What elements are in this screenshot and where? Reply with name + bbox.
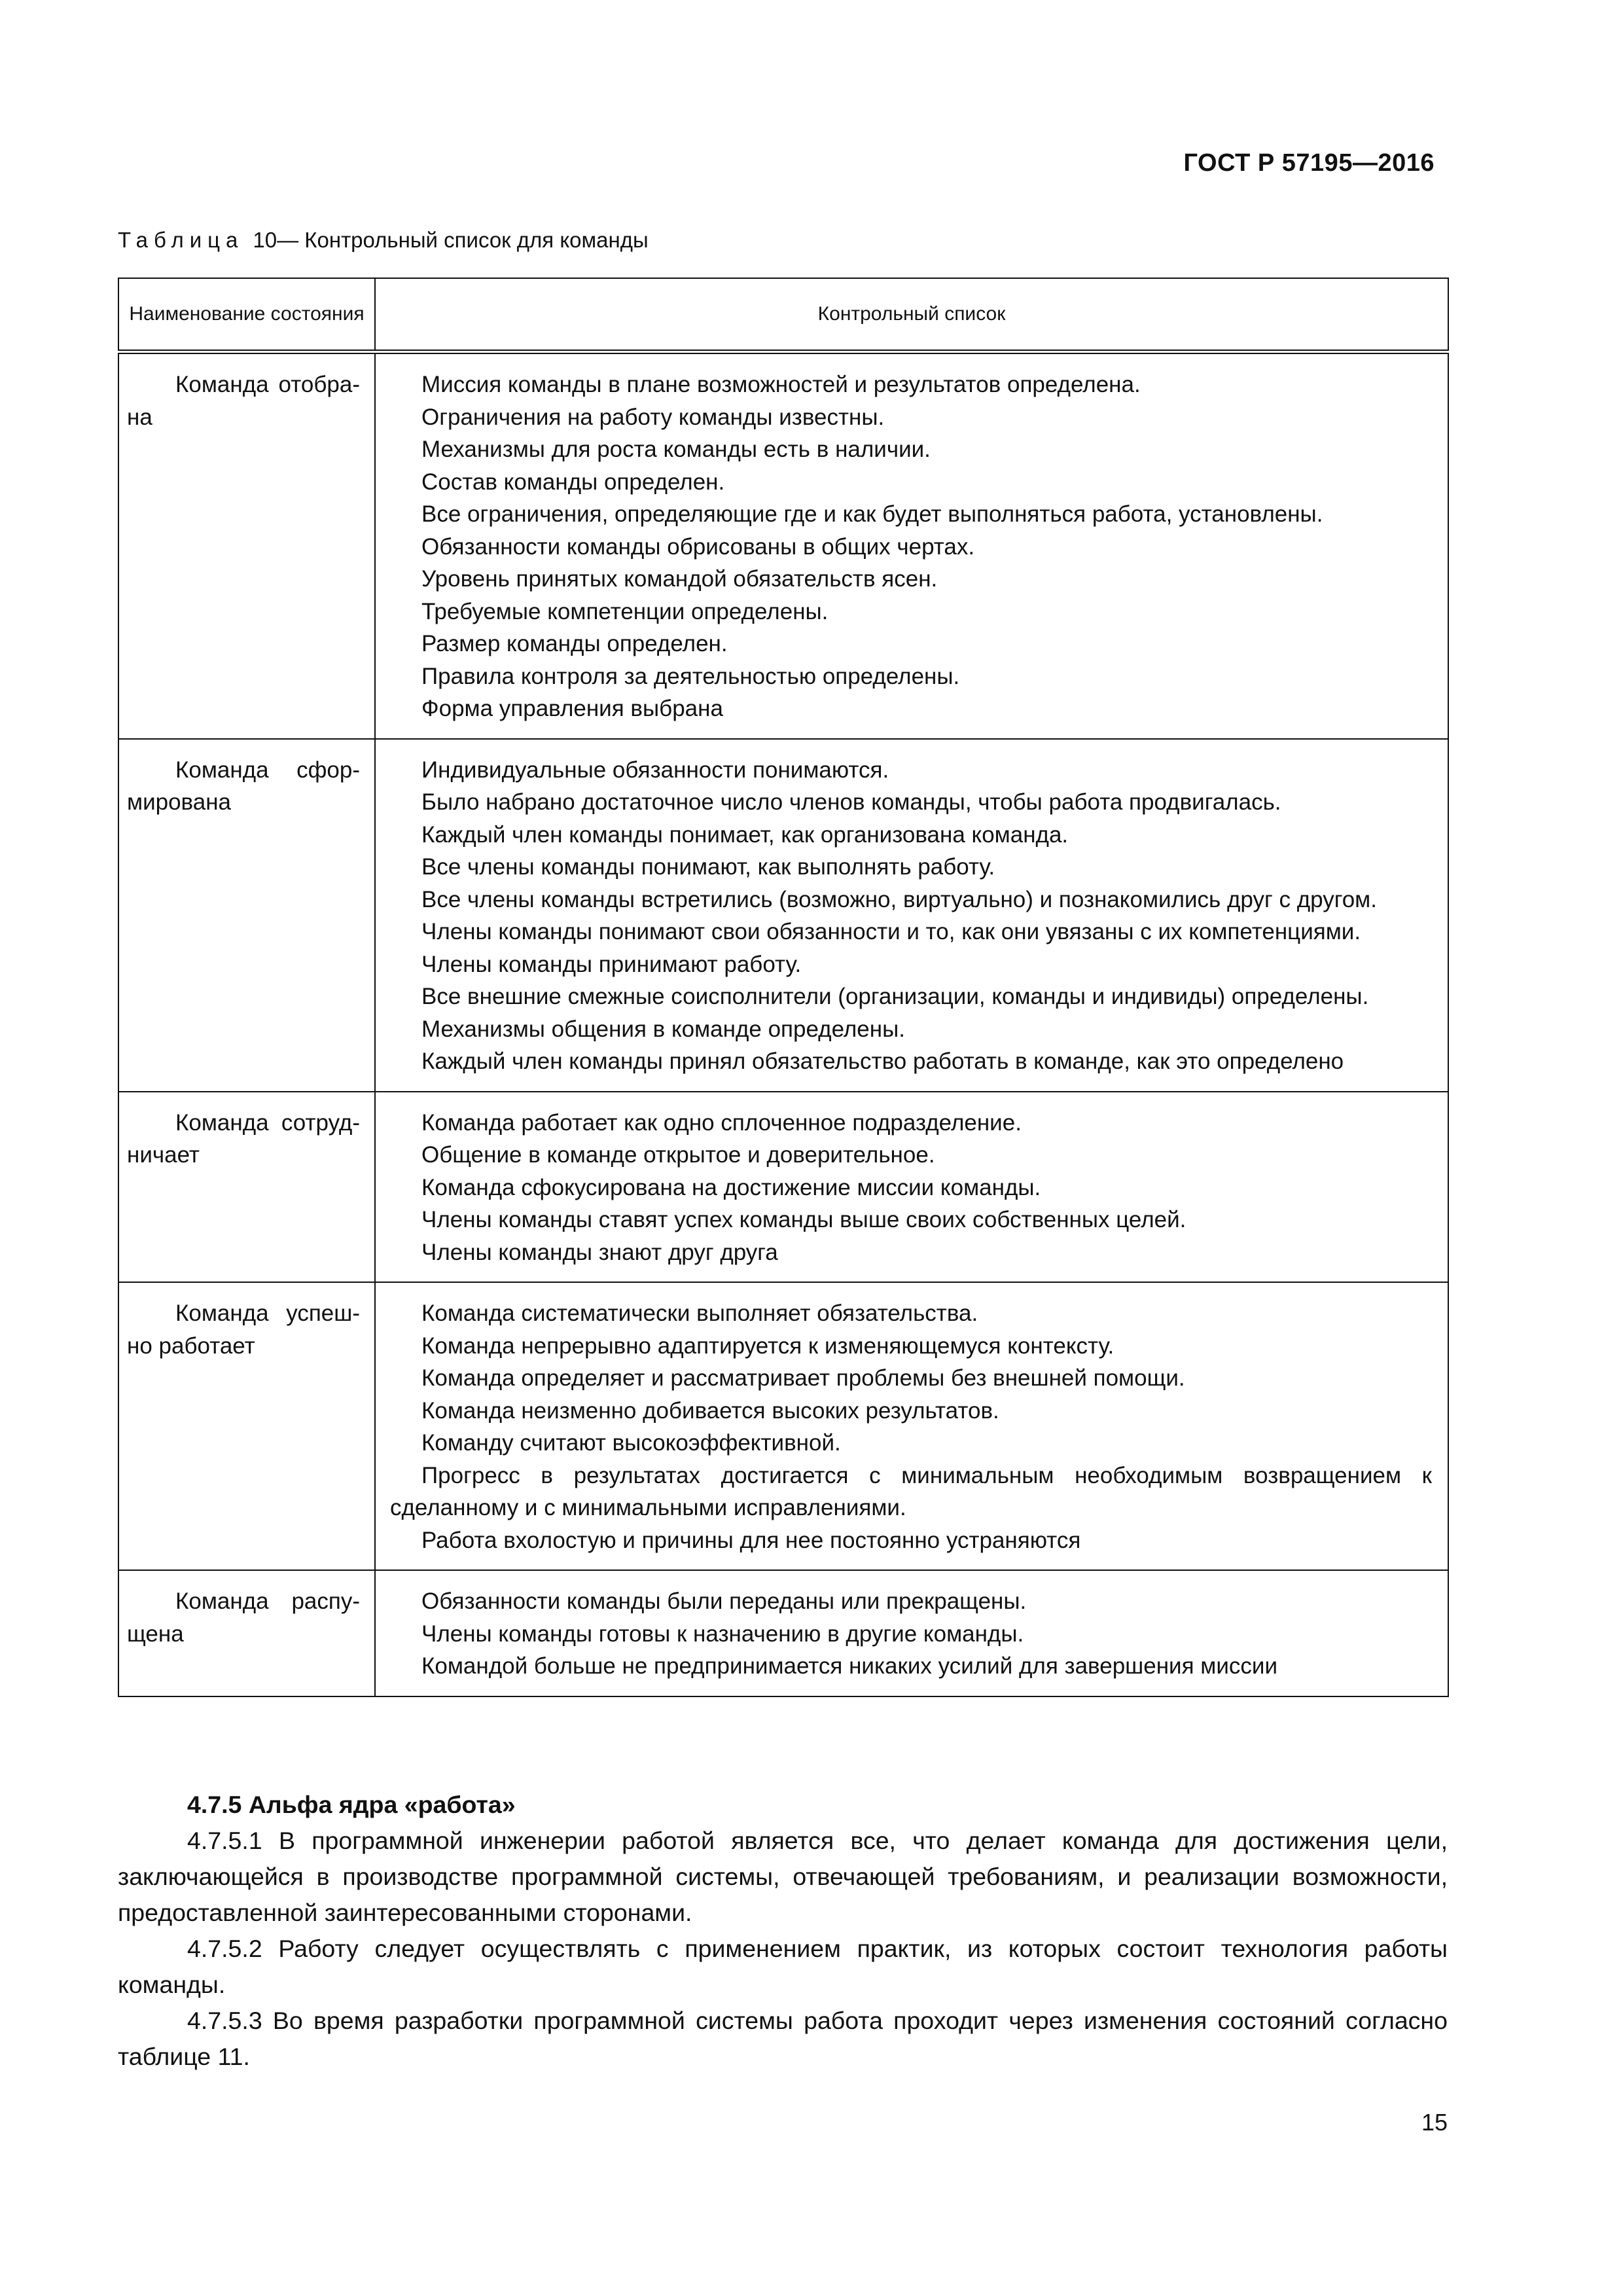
column-header-state: Наименование состояния [118,278,375,352]
checklist-item: Размер команды определен. [421,631,728,656]
checklist-item: Члены команды готовы к назначению в другие команды. [421,1621,1024,1647]
checklist-item: Команда работает как одно сплоченное подразделение. [421,1109,1022,1136]
checklist-cell [375,1282,1448,1570]
checklist-item: Команда непрерывно адаптируется к изменяющемуся контексту. [421,1333,1115,1359]
table-row [118,1092,1448,1283]
state-name-cell: Команда сформирована [118,739,375,1092]
checklist-item: Члены команды ставят успех команды выше своих собственных целей. [421,1207,1186,1232]
page-number: 15 [1421,2109,1448,2136]
checklist-item: Команда неизменно добивается высоких результатов. [421,1397,999,1424]
paragraph: 4.7.5.1 В программной инженерии работой является все, что делает команда для достижения цели, заключающейся в производстве программной системы, отвечающей требованиям, и реализации возможности, предоставленной заинтересованными сторонами. [118,1827,1448,1926]
state-name-cell: Команда успешно работает [118,1282,375,1570]
checklist-cell [375,1570,1448,1696]
checklist-item: Правила контроля за деятельностью определены. [421,663,960,689]
checklist-cell [375,352,1448,739]
table-caption [118,228,649,253]
checklist-item: Члены команды принимают работу. [421,951,802,977]
state-name-cell: Команда сотрудничает [118,1092,375,1283]
checklist-item: Механизмы для роста команды есть в наличии. [421,437,931,462]
checklist-item: Команда систематически выполняет обязательства. [421,1300,978,1326]
checklist-item: Общение в команде открытое и доверительное. [421,1142,935,1168]
checklist-item: Форма управления выбрана [421,696,723,721]
table-caption-text: 10— Контрольный список для команды [253,228,649,252]
checklist-item: Уровень принятых командой обязательств ясен. [421,566,938,592]
checklist-item: Механизмы общения в команде определены. [421,1016,905,1042]
checklist-item: Все члены команды понимают, как выполнять работу. [421,854,995,880]
table-caption-label: Таблица [118,228,244,252]
checklist-item: Каждый член команды принял обязательство работать в команде, как это определено [421,1049,1344,1074]
team-checklist-table [118,278,1449,1697]
checklist-item: Обязанности команды обрисованы в общих чертах. [421,533,975,560]
checklist-item: Все ограничения, определяющие где и как будет выполняться работа, установлены. [421,501,1323,527]
checklist-item: Члены команды понимают свои обязанности и то, как они увязаны с их компетенциями. [421,919,1361,944]
checklist-item: Каждый член команды понимает, как организована команда. [421,821,1069,848]
checklist-item: Индивидуальные обязанности понимаются. [421,757,889,783]
checklist-item: Миссия команды в плане возможностей и результатов определена. [421,372,1141,397]
document-code: ГОСТ Р 57195—2016 [1183,149,1435,177]
checklist-item: Все внешние смежные соисполнители (организации, команды и индивиды) определены. [421,984,1369,1009]
checklist-item: Было набрано достаточное число членов команды, чтобы работа продвигалась. [421,789,1281,815]
checklist-item: Состав команды определен. [421,469,725,495]
checklist-item: Члены команды знают друг друга [421,1239,778,1265]
state-name-cell: Команда распущена [118,1570,375,1696]
state-name-cell: Команда отобрана [118,352,375,739]
checklist-item: Прогресс в результатах достигается с минимальным необходимым возвращением к сделанному и с минимальными исправлениями. [390,1462,1432,1520]
checklist-cell [375,1092,1448,1283]
checklist-item: Обязанности команды были переданы или прекращены. [421,1588,1027,1614]
table-row [118,1282,1448,1570]
section-body [118,1787,1448,2075]
checklist-item: Командой больше не предпринимается никаких усилий для завершения миссии [421,1653,1277,1679]
table-header-row [118,278,1448,352]
column-header-checklist: Контрольный список [375,278,1448,352]
paragraph: 4.7.5.3 Во время разработки программной системы работа проходит через изменения состояний согласно таблице 11. [118,2007,1448,2070]
table-row [118,739,1448,1092]
checklist-item: Команда сфокусирована на достижение миссии команды. [421,1174,1041,1200]
checklist-item: Все члены команды встретились (возможно, виртуально) и познакомились друг с другом. [421,886,1377,912]
checklist-item: Требуемые компетенции определены. [421,598,829,624]
table-row [118,1570,1448,1696]
paragraph: 4.7.5.2 Работу следует осуществлять с применением практик, из которых состоит технология работы команды. [118,1935,1448,1998]
checklist-item: Работа вхолостую и причины для нее постоянно устраняются [421,1527,1081,1553]
section-heading: 4.7.5 Альфа ядра «работа» [187,1791,516,1818]
checklist-item: Ограничения на работу команды известны. [421,404,885,430]
checklist-cell [375,739,1448,1092]
checklist-item: Команду считают высокоэффективной. [421,1430,841,1456]
table-row [118,352,1448,739]
checklist-item: Команда определяет и рассматривает проблемы без внешней помощи. [421,1365,1185,1391]
